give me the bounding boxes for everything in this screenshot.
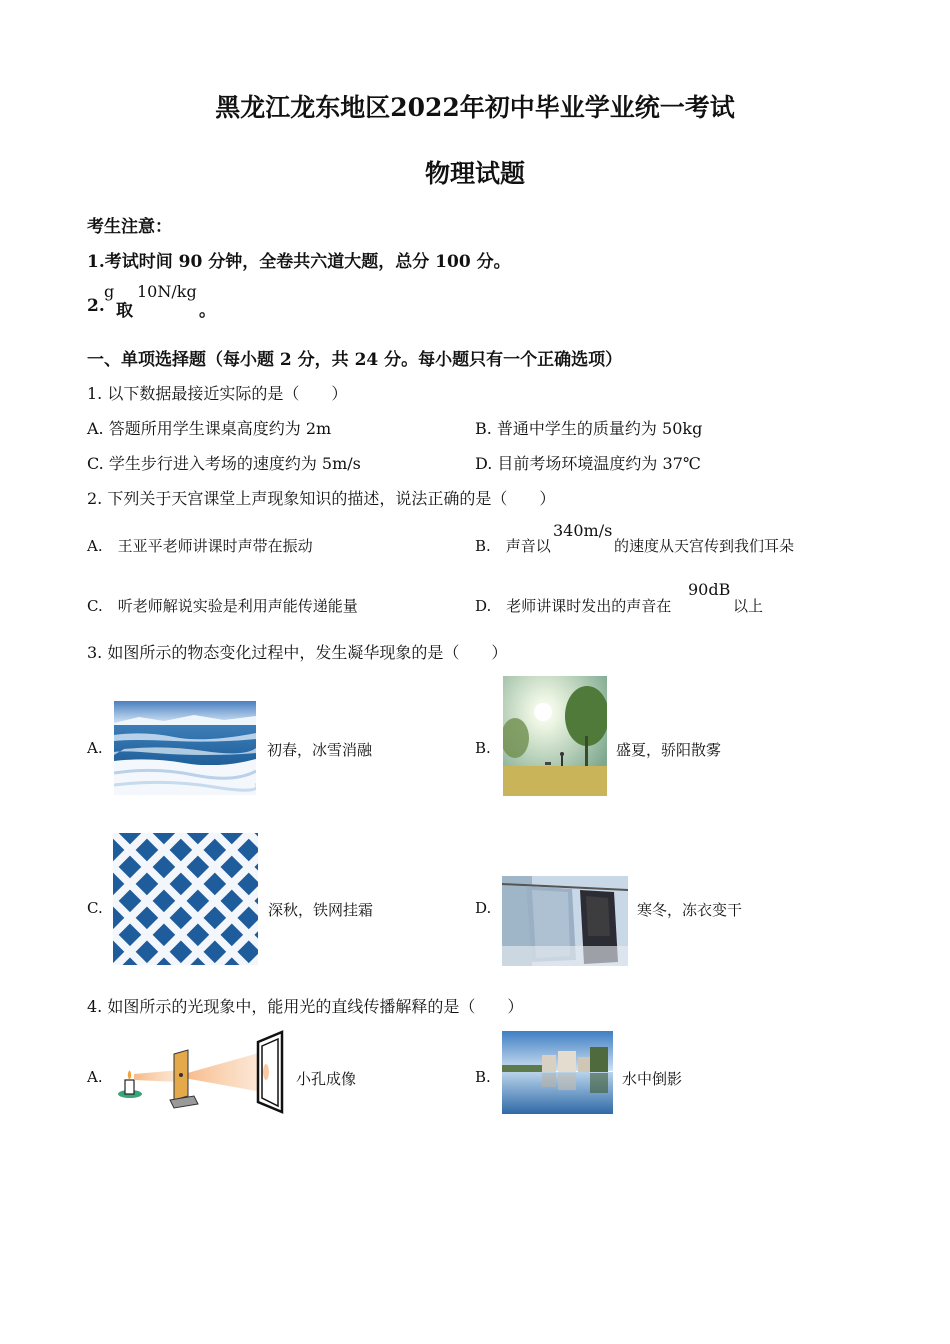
q3-option-c-letter: C. (87, 899, 103, 917)
exam-subtitle: 物理试题 (424, 159, 525, 188)
q2-option-d-prefix: D. 老师讲课时发出的声音在 (475, 597, 672, 615)
q1-option-d: D. 目前考场环境温度约为 37℃ (475, 454, 701, 473)
exam-title: 黑龙江龙东地区2022年初中毕业学业统一考试 (215, 93, 735, 122)
q4-option-b-text: 水中倒影 (622, 1070, 683, 1088)
summer-fog-sun-image (503, 676, 607, 796)
notice-item-2-prefix: 2. (87, 296, 105, 316)
frost-wire-mesh-image (113, 833, 258, 965)
q2-stem: 2. 下列关于天宫课堂上声现象知识的描述，说法正确的是（ ） (87, 489, 556, 508)
q1-stem: 1. 以下数据最接近实际的是（ ） (87, 384, 348, 403)
notice-heading: 考生注意： (87, 217, 172, 237)
q4-option-a-letter: A. (87, 1068, 103, 1086)
q4-option-b-letter: B. (475, 1068, 491, 1086)
q1-option-c: C. 学生步行进入考场的速度约为 5m/s (87, 454, 361, 473)
frozen-clothes-image (502, 876, 628, 966)
notice-item-1: 1.考试时间 90 分钟，全卷共六道大题，总分 100 分。 (87, 252, 511, 272)
section-1-heading: 一、单项选择题（每小题 2 分，共 24 分。每小题只有一个正确选项） (87, 350, 623, 370)
q1-option-a: A. 答题所用学生课桌高度约为 2m (87, 419, 332, 438)
q4-stem: 4. 如图所示的光现象中，能用光的直线传播解释的是（ ） (87, 997, 524, 1016)
water-reflection-image (502, 1031, 613, 1114)
q3-option-d-letter: D. (475, 899, 492, 917)
q2-option-d-value: 90dB (688, 580, 731, 599)
q3-option-c-text: 深秋，铁网挂霜 (268, 901, 374, 919)
q3-option-b-text: 盛夏，骄阳散雾 (616, 741, 722, 759)
notice-item-2-g: g (104, 282, 115, 301)
q3-option-a-text: 初春，冰雪消融 (267, 741, 373, 759)
q2-option-b-prefix: B. 声音以 (475, 537, 551, 555)
q2-option-a: A. 王亚平老师讲课时声带在振动 (87, 537, 313, 555)
ice-snow-melting-image (114, 701, 256, 795)
q2-option-d-suffix: 以上 (733, 597, 764, 615)
q3-stem: 3. 如图所示的物态变化过程中，发生凝华现象的是（ ） (87, 643, 508, 662)
pinhole-imaging-diagram (114, 1030, 290, 1114)
q2-option-b-value: 340m/s (553, 521, 613, 540)
notice-item-2-value: 10N/kg (137, 282, 197, 301)
q2-option-c: C. 听老师解说实验是利用声能传递能量 (87, 597, 358, 615)
q2-option-b-suffix: 的速度从天宫传到我们耳朵 (614, 537, 795, 555)
q3-option-b-letter: B. (475, 739, 491, 757)
q1-option-b: B. 普通中学生的质量约为 50kg (475, 419, 703, 438)
q3-option-d-text: 寒冬，冻衣变干 (637, 901, 743, 919)
q3-option-a-letter: A. (87, 739, 103, 757)
notice-item-2-take: 取 (116, 301, 133, 321)
q4-option-a-text: 小孔成像 (296, 1070, 357, 1088)
notice-item-2-end: 。 (199, 301, 216, 321)
